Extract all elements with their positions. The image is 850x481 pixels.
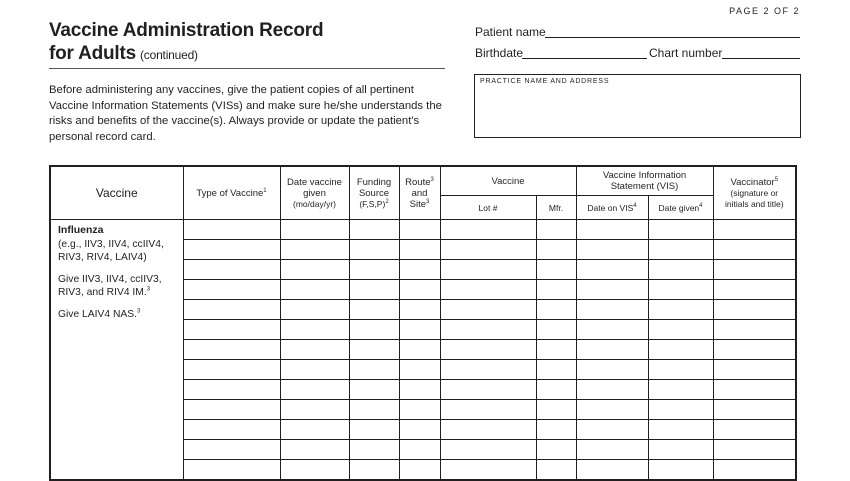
table-cell[interactable] — [713, 320, 796, 340]
table-cell[interactable] — [440, 260, 536, 280]
table-cell[interactable] — [440, 240, 536, 260]
table-cell[interactable] — [576, 380, 648, 400]
header-route-and-site: Route$^3$ and Site$^3$ — [399, 166, 440, 220]
table-cell[interactable] — [349, 440, 399, 460]
table-cell[interactable] — [183, 380, 280, 400]
table-cell[interactable] — [648, 380, 713, 400]
table-cell[interactable] — [536, 260, 576, 280]
table-cell[interactable] — [648, 360, 713, 380]
table-cell[interactable] — [576, 240, 648, 260]
influenza-types-line2: RIV3, RIV4, LAIV4) — [58, 252, 147, 263]
table-cell[interactable] — [349, 240, 399, 260]
table-cell[interactable] — [280, 420, 349, 440]
table-cell[interactable] — [440, 380, 536, 400]
vaccine-record-table — [49, 165, 797, 481]
table-cell[interactable] — [440, 300, 536, 320]
table-cell[interactable] — [399, 420, 440, 440]
table-cell[interactable] — [576, 400, 648, 420]
table-cell[interactable] — [280, 220, 349, 240]
table-cell[interactable] — [536, 380, 576, 400]
table-cell[interactable] — [713, 460, 796, 481]
table-cell[interactable] — [280, 460, 349, 481]
practice-name-address-label: PRACTICE NAME AND ADDRESS — [480, 78, 610, 85]
table-cell[interactable] — [536, 400, 576, 420]
table-cell[interactable] — [648, 240, 713, 260]
table-cell[interactable] — [576, 320, 648, 340]
influenza-give-im-line2: RIV3, and RIV4 IM. — [58, 287, 147, 298]
header-vaccinator: Vaccinator$^5$ (signature or initials and title) — [713, 166, 796, 220]
table-cell[interactable] — [280, 260, 349, 280]
table-cell[interactable] — [576, 300, 648, 320]
table-cell[interactable] — [648, 260, 713, 280]
table-cell[interactable] — [183, 320, 280, 340]
table-cell[interactable] — [399, 240, 440, 260]
header-type-of-vaccine: Type of Vaccine$^1$ — [183, 166, 280, 220]
table-cell[interactable] — [713, 240, 796, 260]
practice-name-address-box[interactable] — [474, 74, 801, 138]
table-cell[interactable] — [183, 340, 280, 360]
table-cell[interactable] — [648, 300, 713, 320]
table-cell[interactable] — [399, 460, 440, 481]
table-cell[interactable] — [349, 420, 399, 440]
chart-number-field[interactable] — [722, 46, 800, 59]
table-cell[interactable] — [349, 280, 399, 300]
table-cell[interactable] — [349, 300, 399, 320]
table-cell[interactable] — [536, 360, 576, 380]
table-cell[interactable] — [440, 360, 536, 380]
table-cell[interactable] — [576, 220, 648, 240]
table-cell[interactable] — [713, 420, 796, 440]
table-cell[interactable] — [648, 220, 713, 240]
table-cell[interactable] — [576, 440, 648, 460]
table-cell[interactable] — [349, 380, 399, 400]
table-cell[interactable] — [576, 340, 648, 360]
header-vis-date-given: Date given$^4$ — [648, 196, 713, 220]
header-vaccine-group: Vaccine — [440, 166, 576, 196]
page-title-line2 — [49, 43, 198, 65]
table-cell[interactable] — [280, 400, 349, 420]
table-cell[interactable] — [349, 460, 399, 481]
table-cell[interactable] — [399, 300, 440, 320]
influenza-label: Influenza — [58, 224, 104, 236]
table-row — [50, 220, 796, 240]
table-cell[interactable] — [440, 440, 536, 460]
influenza-give-nas: Give LAIV4 NAS. — [58, 308, 137, 320]
table-cell[interactable] — [576, 460, 648, 481]
table-cell[interactable] — [713, 280, 796, 300]
table-cell[interactable] — [349, 400, 399, 420]
table-cell[interactable] — [349, 220, 399, 240]
page-title: Vaccine Administration Record — [49, 20, 324, 41]
table-cell[interactable] — [536, 220, 576, 240]
table-cell[interactable] — [440, 340, 536, 360]
table-cell[interactable] — [183, 360, 280, 380]
header-manufacturer: Mfr. — [536, 196, 576, 220]
table-cell[interactable] — [440, 400, 536, 420]
birthdate-field[interactable] — [522, 46, 647, 59]
patient-name-field[interactable] — [545, 25, 800, 38]
table-cell[interactable] — [183, 220, 280, 240]
title-divider — [49, 68, 445, 69]
table-cell[interactable] — [399, 220, 440, 240]
page-number: PAGE 2 OF 2 — [729, 6, 800, 16]
table-cell[interactable] — [183, 240, 280, 260]
table-cell[interactable] — [183, 400, 280, 420]
influenza-give-im-line1: Give IIV3, IIV4, ccIIV3, — [58, 273, 162, 285]
birthdate-label: Birthdate — [475, 46, 524, 60]
table-cell[interactable] — [713, 380, 796, 400]
influenza-vaccine-cell: Influenza (e.g., IIV3, IIV4, ccIIV4, RIV3, RIV4, LAIV4) Give IIV3, IIV4, ccIIV3, RIV3, and RIV4 IM.$^3$ Give LAIV4 NAS.$^3$ — [50, 220, 183, 481]
table-cell[interactable] — [399, 400, 440, 420]
table-cell[interactable] — [280, 340, 349, 360]
table-cell[interactable] — [536, 340, 576, 360]
table-cell[interactable] — [536, 460, 576, 481]
table-cell[interactable] — [648, 400, 713, 420]
table-cell[interactable] — [713, 400, 796, 420]
table-cell[interactable] — [713, 260, 796, 280]
table-cell[interactable] — [280, 320, 349, 340]
table-cell[interactable] — [713, 220, 796, 240]
table-cell[interactable] — [648, 440, 713, 460]
table-cell[interactable] — [399, 340, 440, 360]
table-cell[interactable] — [399, 440, 440, 460]
page-title-continued-main: for Adults — [49, 43, 137, 64]
table-cell[interactable] — [183, 260, 280, 280]
table-cell[interactable] — [349, 260, 399, 280]
header-date-on-vis: Date on VIS$^4$ — [576, 196, 648, 220]
table-cell[interactable] — [713, 340, 796, 360]
header-funding-source: Funding Source $(F,S,P)^2$ — [349, 166, 399, 220]
table-cell[interactable] — [440, 220, 536, 240]
table-cell[interactable] — [280, 280, 349, 300]
table-cell[interactable] — [183, 440, 280, 460]
table-cell[interactable] — [576, 280, 648, 300]
table-cell[interactable] — [280, 300, 349, 320]
table-cell[interactable] — [349, 320, 399, 340]
table-cell[interactable] — [349, 360, 399, 380]
table-cell[interactable] — [713, 440, 796, 460]
table-cell[interactable] — [440, 420, 536, 440]
instructions-text: Before administering any vaccines, give the patient copies of all pertinent Vaccine Information Statements (VISs) and make sure he/she understands the risks and benefits of the vaccine(s). Always provide or update the patient's personal record card. — [49, 84, 442, 143]
influenza-types-line1: (e.g., IIV3, IIV4, ccIIV4, — [58, 238, 164, 250]
table-cell[interactable] — [183, 300, 280, 320]
header-lot-number: Lot # — [440, 196, 536, 220]
table-cell[interactable] — [399, 380, 440, 400]
patient-name-label: Patient name — [475, 25, 546, 39]
table-cell[interactable] — [648, 340, 713, 360]
header-vis-group: Vaccine Information Statement (VIS) — [576, 166, 713, 196]
table-cell[interactable] — [536, 300, 576, 320]
table-cell[interactable] — [183, 420, 280, 440]
table-cell[interactable] — [576, 360, 648, 380]
table-cell[interactable] — [648, 460, 713, 481]
table-cell[interactable] — [399, 280, 440, 300]
table-cell[interactable] — [648, 420, 713, 440]
continued-label: (continued) — [140, 48, 198, 62]
table-cell[interactable] — [536, 240, 576, 260]
table-cell[interactable] — [183, 280, 280, 300]
table-cell[interactable] — [399, 320, 440, 340]
table-cell[interactable] — [576, 420, 648, 440]
table-cell[interactable] — [576, 260, 648, 280]
table-cell[interactable] — [399, 260, 440, 280]
table-cell[interactable] — [280, 380, 349, 400]
header-date-vaccine-given: Date vaccine given (mo/day/yr) — [280, 166, 349, 220]
table-cell[interactable] — [280, 360, 349, 380]
chart-number-label: Chart number — [649, 46, 723, 60]
table-cell[interactable] — [536, 320, 576, 340]
table-cell[interactable] — [440, 460, 536, 481]
table-cell[interactable] — [440, 280, 536, 300]
table-cell[interactable] — [536, 280, 576, 300]
table-cell[interactable] — [349, 340, 399, 360]
table-cell[interactable] — [280, 440, 349, 460]
table-cell[interactable] — [648, 280, 713, 300]
table-cell[interactable] — [536, 440, 576, 460]
table-cell[interactable] — [536, 420, 576, 440]
table-cell[interactable] — [399, 360, 440, 380]
table-cell[interactable] — [440, 320, 536, 340]
table-cell[interactable] — [648, 320, 713, 340]
table-cell[interactable] — [280, 240, 349, 260]
table-cell[interactable] — [713, 300, 796, 320]
table-cell[interactable] — [183, 460, 280, 481]
header-vaccine: Vaccine — [50, 166, 183, 220]
table-cell[interactable] — [713, 360, 796, 380]
